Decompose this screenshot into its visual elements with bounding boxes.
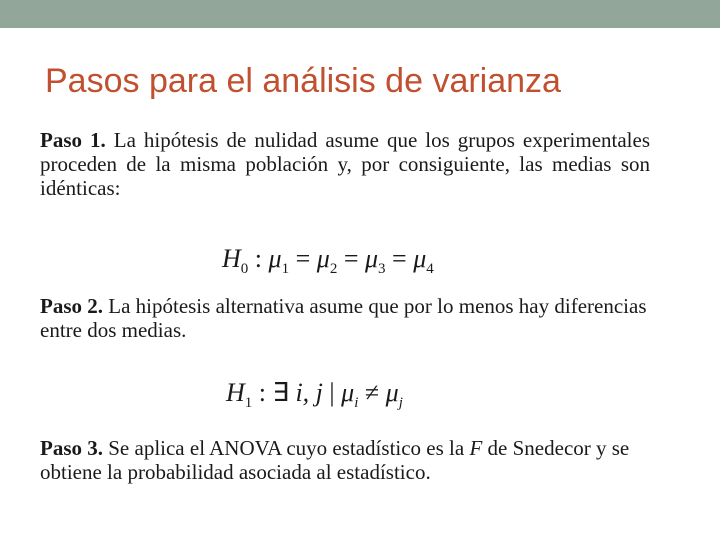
top-bar (0, 0, 720, 28)
step-2-label: Paso 2. (40, 294, 103, 318)
step-1-text: La hipótesis de nulidad asume que los grupos experimentales proceden de la misma población y, por consiguiente, las medias son idénticas: (40, 128, 651, 200)
step-1-paragraph (40, 128, 650, 200)
step-3-label: Paso 3. (40, 436, 103, 460)
slide-title: Pasos para el análisis de varianza (45, 62, 561, 100)
step-2-paragraph (40, 294, 650, 342)
alternative-hypothesis-formula: $H_1$ : ∃ i, j | $\mu_i \ne \mu_j$ (226, 378, 403, 411)
step-3-paragraph (40, 436, 650, 484)
step-2-text: La hipótesis alternativa asume que por lo menos hay diferencias entre dos medias. (40, 294, 647, 342)
step-3-text-before: Se aplica el ANOVA cuyo estadístico es la (108, 436, 465, 460)
step-3-f-symbol: F (469, 436, 483, 460)
step-1-label: Paso 1. (40, 128, 106, 152)
step-3-text-after: de Snedecor y se obtiene la probabilidad asociada al estadístico. (40, 436, 630, 484)
null-hypothesis-formula: $H_0$ : $\mu_1 = \mu_2 = \mu_3 = \mu_4$ (222, 244, 434, 277)
